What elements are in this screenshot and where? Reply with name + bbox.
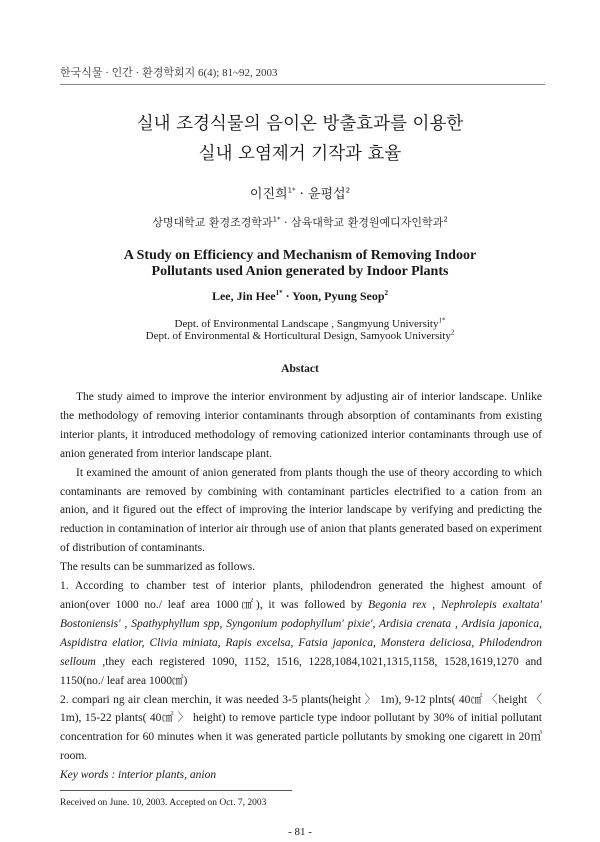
result-item-1 — [60, 577, 542, 690]
result-item-2: 2. compari ng air clean merchin, it was needed 3-5 plants(height 〉 1m), 9-12 plnts( 40㎠ 〈height 〈 1m), 15-22 plants( 40㎠ 〉 height) to remove particle type indoor pollutant by 30% of initial pollutant concentration for 60 minutes when it was generated particle pollutants by smoking one cigarett in 20㎥ room. — [60, 693, 542, 763]
english-affil-2-sup: 2 — [450, 328, 455, 337]
abstract-body — [60, 388, 542, 785]
result-item-1-values: ,they each registered 1090, 1152, 1516, 1228,1084,1021,1315,1158, 1528,1619,1270 and 1150(no./ leaf area 1000㎠) — [60, 655, 542, 687]
korean-affil-b-sup: 2 — [443, 215, 448, 224]
english-author-2-sup: 2 — [384, 289, 389, 297]
abstract-paragraph-1: The study aimed to improve the interior environment by adjusting air of interior landscape. Unlike the methodology of removing interior contaminants through absorption of contaminants from existing interior plants, it introduced methodology of removing cationized interior contaminants through use of anion generated from interior landscape plant. — [60, 391, 542, 460]
english-title-line-2: Pollutants used Anion generated by Indoor Plants — [151, 264, 449, 279]
result-item-1-intro: 1. According to chamber test of interior plants, philodendron generated the highest amount of anion(over 1000 no./ leaf area 1000㎠), it was followed by — [60, 580, 542, 611]
korean-author-2: · 윤평섭 — [295, 187, 346, 202]
english-author-1: Lee, Jin Hee — [211, 289, 276, 303]
korean-author-2-sup: 2 — [345, 186, 351, 195]
journal-header: 한국식물 · 인간 · 환경학회지 6(4); 81~92, 2003 — [60, 67, 278, 79]
english-affil-1-text: Dept. of Environmental Landscape , Sangmyung University — [174, 318, 439, 330]
keywords-text: Key words : interior plants, anion — [60, 769, 217, 782]
english-affil-2-text: Dept. of Environmental & Horticultural Design, Samyook University — [145, 330, 451, 342]
english-author-2: · Yoon, Pyung Seop — [282, 289, 385, 303]
english-author-1-sup: 1* — [275, 289, 283, 297]
english-affiliation-2 — [0, 330, 600, 342]
english-affil-1-sup: 1* — [438, 316, 446, 325]
abstract-heading: Abstact — [281, 363, 319, 375]
korean-title-line-2: 실내 오염제거 기작과 효율 — [198, 144, 402, 164]
korean-affiliations — [0, 214, 600, 230]
korean-authors — [0, 183, 600, 202]
korean-author-1-sup: 1* — [287, 186, 296, 195]
page-number: - 81 - — [288, 826, 312, 838]
received-footnote: Received on June. 10, 2003. Accepted on Oct. 7, 2003 — [60, 798, 267, 808]
header-rule — [60, 84, 545, 85]
abstract-paragraph-3: The results can be summarized as follows. — [60, 561, 256, 574]
english-affiliation-1 — [10, 318, 600, 330]
english-authors — [0, 289, 600, 304]
korean-affil-a: 상명대학교 환경조경학과 — [152, 216, 273, 229]
korean-affil-a-sup: 1* — [272, 215, 281, 224]
korean-author-1: 이진희 — [249, 187, 288, 202]
korean-title-line-1: 실내 조경식물의 음이온 방출효과를 이용한 — [136, 114, 464, 134]
keywords — [60, 766, 542, 785]
footnote-rule — [60, 790, 292, 791]
english-title-line-1: A Study on Efficiency and Mechanism of Removing Indoor — [123, 248, 477, 263]
result-item-1-species: Begonia rex , Nephrolepis exaltata' Bostoniensis' , Spathyphyllum spp, Syngonium podophyllum' pixie', Ardisia crenata , Ardisia japonica, Aspidistra elatior, Clivia miniata, Rapis excelsa, Fatsia japonica, Monstera deliciosa, Philodendron selloum — [60, 598, 542, 668]
korean-affil-b: · 삼육대학교 환경원예디자인학과 — [280, 216, 444, 229]
abstract-paragraph-2: It examined the amount of anion generated from plants though the use of theory according to which contaminants are removed by combining with contaminant particles electrified to a cation from an anion, and it figured out the effect of improving the interior landscape by verifying and predicting the reduction in contamination of interior air through use of anion that plants generated based on experiment of distribution of contaminants. — [60, 466, 542, 555]
